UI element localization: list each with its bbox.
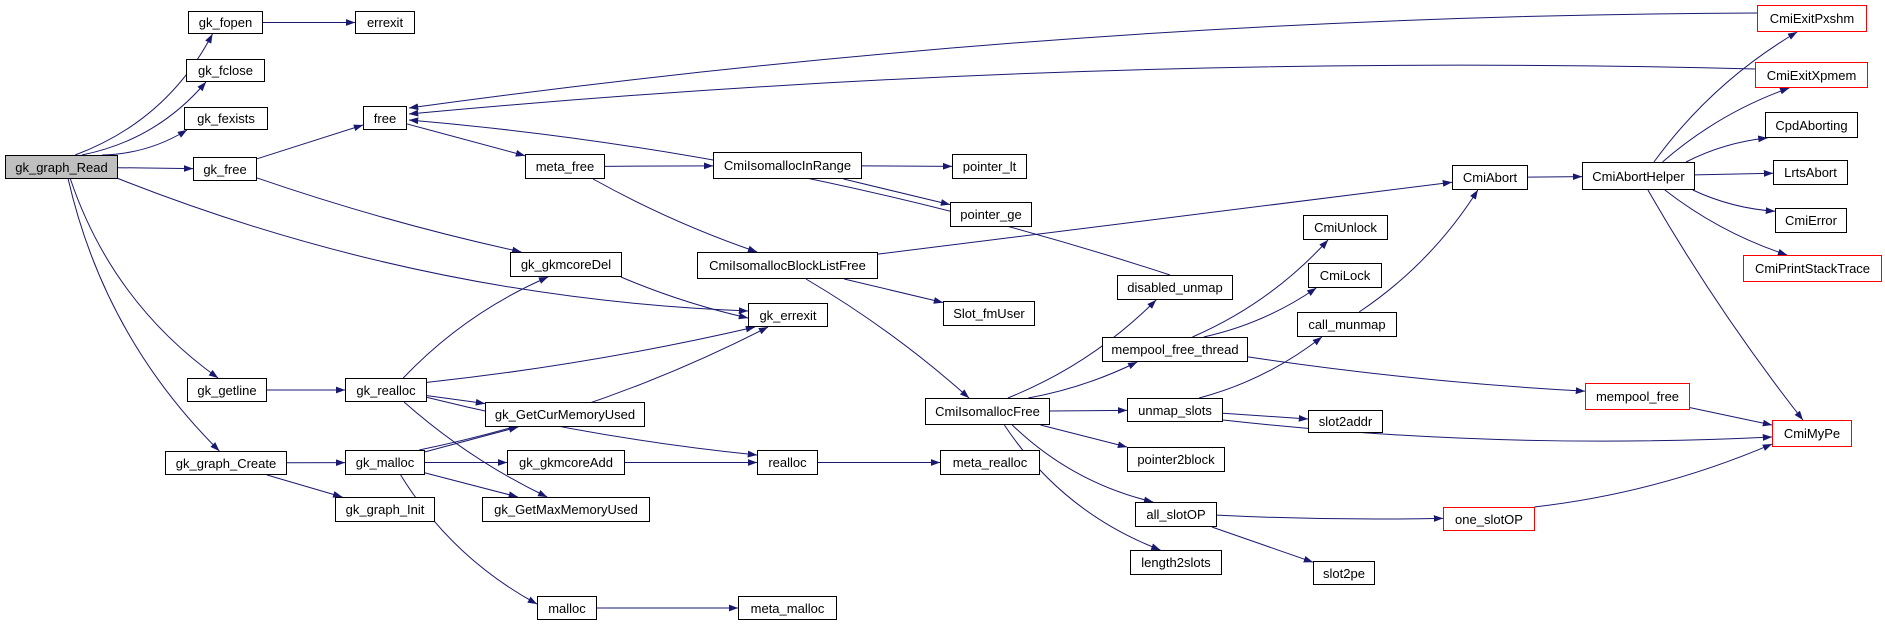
node-pointer2block[interactable]: pointer2block xyxy=(1127,447,1225,472)
node-gk_realloc[interactable]: gk_realloc xyxy=(345,378,427,402)
edge-CmiExitXpmem-to-free xyxy=(409,65,1755,114)
edge-gk_graph_Read-to-gk_free xyxy=(118,168,193,169)
node-CmiIsomallocInRange[interactable]: CmiIsomallocInRange xyxy=(713,152,862,179)
node-gk_GetMaxMemoryUsed[interactable]: gk_GetMaxMemoryUsed xyxy=(482,497,650,522)
node-call_munmap[interactable]: call_munmap xyxy=(1297,312,1397,337)
edge-gk_gkmcoreDel-to-gk_errexit xyxy=(621,277,748,318)
edge-call_munmap-to-CmiAbort xyxy=(1359,190,1478,312)
node-CmiUnlock[interactable]: CmiUnlock xyxy=(1303,215,1388,240)
node-length2slots[interactable]: length2slots xyxy=(1130,550,1222,575)
node-gk_gkmcoreDel[interactable]: gk_gkmcoreDel xyxy=(510,252,622,277)
edge-CmiIsomallocBlockListFree-to-CmiIsomallocFree xyxy=(806,279,969,398)
edge-gk_graph_Create-to-gk_graph_Init xyxy=(267,475,342,497)
edge-free-to-meta_free xyxy=(407,124,525,156)
node-pointer_ge[interactable]: pointer_ge xyxy=(950,202,1032,227)
node-gk_graph_Read[interactable]: gk_graph_Read xyxy=(5,155,118,179)
edge-mempool_free_thread-to-mempool_free xyxy=(1248,357,1585,391)
edge-gk_realloc-to-gk_gkmcoreDel xyxy=(403,277,548,378)
edge-CmiAbortHelper-to-CmiError xyxy=(1693,190,1775,211)
node-CmiAbortHelper[interactable]: CmiAbortHelper xyxy=(1582,162,1695,190)
node-meta_realloc[interactable]: meta_realloc xyxy=(940,450,1040,475)
edge-gk_realloc-to-gk_errexit xyxy=(427,327,755,382)
edge-gk_malloc-to-gk_errexit xyxy=(419,327,768,450)
node-mempool_free[interactable]: mempool_free xyxy=(1585,383,1690,410)
node-slot2addr[interactable]: slot2addr xyxy=(1308,410,1383,433)
edge-CmiAbort-to-CmiAbortHelper xyxy=(1528,177,1582,178)
node-CmiMyPe[interactable]: CmiMyPe xyxy=(1772,420,1852,447)
edge-gk_malloc-to-malloc xyxy=(401,475,537,604)
node-disabled_unmap[interactable]: disabled_unmap xyxy=(1117,275,1233,300)
node-meta_free[interactable]: meta_free xyxy=(525,154,605,179)
edge-CmiIsomallocFree-to-length2slots xyxy=(1004,425,1160,550)
edge-gk_graph_Read-to-gk_errexit xyxy=(118,179,748,311)
node-gk_graph_Init[interactable]: gk_graph_Init xyxy=(335,497,435,522)
node-LrtsAbort[interactable]: LrtsAbort xyxy=(1773,160,1848,185)
edge-gk_free-to-free xyxy=(257,125,363,159)
node-gk_getline[interactable]: gk_getline xyxy=(187,378,267,402)
edge-meta_free-to-CmiIsomallocBlockListFree xyxy=(593,179,757,252)
edge-gk_free-to-gk_gkmcoreDel xyxy=(257,178,521,252)
edge-CmiAbortHelper-to-LrtsAbort xyxy=(1695,173,1773,175)
node-one_slotOP[interactable]: one_slotOP xyxy=(1443,507,1535,531)
node-gk_gkmcoreAdd[interactable]: gk_gkmcoreAdd xyxy=(507,450,625,475)
node-gk_fopen[interactable]: gk_fopen xyxy=(188,11,263,34)
node-CmiIsomallocBlockListFree[interactable]: CmiIsomallocBlockListFree xyxy=(697,252,878,279)
edge-gk_graph_Read-to-gk_getline xyxy=(70,179,218,378)
node-slot2pe[interactable]: slot2pe xyxy=(1313,561,1375,585)
edge-CmiIsomallocInRange-to-pointer_ge xyxy=(844,179,950,205)
edge-CmiIsomallocFree-to-pointer2block xyxy=(1041,425,1127,447)
edge-gk_graph_Read-to-gk_fopen xyxy=(75,34,212,155)
node-gk_fexists[interactable]: gk_fexists xyxy=(184,107,268,130)
node-gk_graph_Create[interactable]: gk_graph_Create xyxy=(165,451,287,475)
edge-gk_malloc-to-gk_GetMaxMemoryUsed xyxy=(425,473,518,497)
node-CmiExitXpmem[interactable]: CmiExitXpmem xyxy=(1755,62,1868,88)
edge-gk_graph_Read-to-gk_fexists xyxy=(102,130,187,155)
edge-CmiIsomallocFree-to-unmap_slots xyxy=(1050,410,1127,411)
edge-CmiIsomallocBlockListFree-to-Slot_fmUser xyxy=(844,279,943,303)
edge-gk_graph_Read-to-gk_graph_Create xyxy=(68,179,219,451)
node-gk_malloc[interactable]: gk_malloc xyxy=(345,450,425,475)
edge-all_slotOP-to-slot2pe xyxy=(1212,527,1313,562)
edge-CmiAbortHelper-to-CmiPrintStackTrace xyxy=(1665,190,1787,255)
edge-unmap_slots-to-CmiMyPe xyxy=(1223,420,1772,441)
node-CpdAborting[interactable]: CpdAborting xyxy=(1765,112,1858,138)
edge-CmiAbortHelper-to-CpdAborting xyxy=(1686,138,1767,162)
edge-CmiExitPxshm-to-free xyxy=(409,13,1757,108)
node-unmap_slots[interactable]: unmap_slots xyxy=(1127,398,1223,422)
node-CmiAbort[interactable]: CmiAbort xyxy=(1452,165,1528,190)
edge-one_slotOP-to-CmiMyPe xyxy=(1534,444,1772,507)
node-all_slotOP[interactable]: all_slotOP xyxy=(1135,502,1217,527)
node-meta_malloc[interactable]: meta_malloc xyxy=(738,596,837,620)
node-gk_errexit[interactable]: gk_errexit xyxy=(748,303,828,327)
edge-unmap_slots-to-slot2addr xyxy=(1223,413,1308,419)
node-gk_GetCurMemoryUsed[interactable]: gk_GetCurMemoryUsed xyxy=(485,402,645,427)
node-realloc[interactable]: realloc xyxy=(757,450,818,475)
node-CmiLock[interactable]: CmiLock xyxy=(1308,263,1382,288)
node-gk_fclose[interactable]: gk_fclose xyxy=(186,59,265,82)
edge-all_slotOP-to-one_slotOP xyxy=(1217,515,1443,519)
node-mempool_free_thread[interactable]: mempool_free_thread xyxy=(1102,337,1248,362)
node-free[interactable]: free xyxy=(363,106,407,130)
node-pointer_lt[interactable]: pointer_lt xyxy=(952,154,1027,179)
node-CmiExitPxshm[interactable]: CmiExitPxshm xyxy=(1757,5,1867,32)
node-errexit[interactable]: errexit xyxy=(355,11,415,34)
edge-mempool_free-to-CmiMyPe xyxy=(1690,408,1772,425)
node-Slot_fmUser[interactable]: Slot_fmUser xyxy=(943,301,1035,326)
edge-group xyxy=(68,13,1803,608)
node-CmiPrintStackTrace[interactable]: CmiPrintStackTrace xyxy=(1743,255,1882,282)
edge-CmiIsomallocFree-to-mempool_free_thread xyxy=(1028,362,1137,398)
node-malloc[interactable]: malloc xyxy=(537,596,597,620)
node-gk_free[interactable]: gk_free xyxy=(193,157,257,181)
edge-CmiAbortHelper-to-CmiExitPxshm xyxy=(1654,32,1797,162)
node-CmiError[interactable]: CmiError xyxy=(1775,208,1847,233)
node-CmiIsomallocFree[interactable]: CmiIsomallocFree xyxy=(925,398,1050,425)
